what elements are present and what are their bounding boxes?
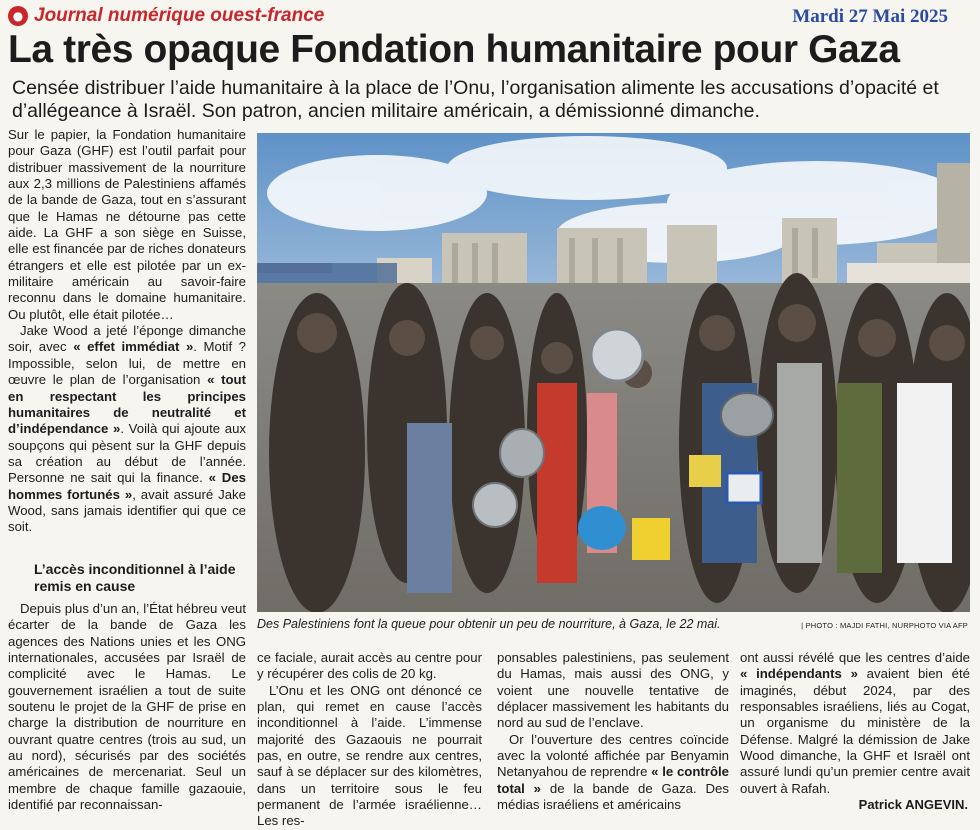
author-signature: Patrick ANGEVIN. xyxy=(858,797,968,812)
quote-bold: « le contrôle total » xyxy=(497,764,729,796)
text-run: . Motif ? Impossible, selon lui, de mettre en œuvre le plan de l’organisation xyxy=(8,339,247,388)
paper-name: Journal numérique ouest-france xyxy=(34,5,325,26)
photo-caption: Des Palestiniens font la queue pour obtenir un peu de nourriture, à Gaza, le 22 mai. xyxy=(257,617,721,631)
paragraph: ponsables palestiniens, pas seulement du Hamas, mais aussi des ONG, y voient une nouvelle tentative de déplacer massivement les habitants du nord au sud de l’enclave. xyxy=(497,650,729,731)
paragraph: ce faciale, aurait accès au centre pour y récupérer des colis de 20 kg. xyxy=(257,650,482,682)
text-run: Or l’ouverture des centres coïncide avec la volonté affichée par Benyamin Netanyahou de reprendre xyxy=(497,731,729,780)
quote-bold: « tout en respectant les principes humanitaires de neutralité et d’indépendance » xyxy=(8,372,246,437)
quote-bold: « Des hommes fortunés » xyxy=(8,470,246,502)
article-column-b2 xyxy=(497,650,729,813)
paragraph: Depuis plus d’un an, l’État hébreu veut écarter de la bande de Gaza les agences des Nations unies et les ONG internationales, accusées par Israël de complicité avec le Hamas. Le gouvernement israélien a tout de suite soutenu le projet de la GHF de prise en charge la distribution de nourriture en ouvrant quatre centres (trois au sud, un au nord), sécurisés par des sociétés américaines de mercenariat. Seul un membre de chaque famille gazaouie, identifié par reconnaissan- xyxy=(8,601,246,813)
photo-credit: | PHOTO : MAJDI FATHI, NURPHOTO VIA AFP xyxy=(801,621,968,630)
masthead xyxy=(8,3,324,29)
quote-bold: « indépendants » xyxy=(740,666,858,682)
paragraph: L’Onu et les ONG ont dénoncé ce plan, qui remet en cause l’accès inconditionnel à l’aide. L’immense majorité des Gazaouis ne pourrait pas, en outre, se rendre aux centres, sauf à se déplacer sur des kilomètres, dans un territoire sous le feu permanent de l’armée israélienne… Les res- xyxy=(257,682,482,829)
paragraph xyxy=(8,323,246,535)
text-run: Jake Wood a jeté l’éponge dimanche soir, avec xyxy=(8,323,246,355)
article-column-b1 xyxy=(257,650,482,830)
text-run: ont aussi révélé que les centres d’aide xyxy=(740,650,970,665)
article-column-left-lower xyxy=(8,601,246,813)
article-column-left xyxy=(8,127,246,536)
text-run: , avait assuré Jake Wood, sans jamais identifier qui que ce soit. xyxy=(8,486,246,535)
text-run: avaient bien été imaginés, début 2024, par des responsables israéliens, liés au Cogat, un organisme du ministère de la Défense. Malgré la démission de Jake Wood dimanche, la GHF et Israël ont assuré lundi qu’un premier centre avait ouvert à Rafah. xyxy=(740,666,970,796)
ouest-france-logo-icon: ● xyxy=(8,6,28,26)
paragraph: Sur le papier, la Fondation humanitaire pour Gaza (GHF) est l’outil parfait pour distribuer massivement de la nourriture aux 2,3 millions de Palestiniens affamés de la bande de Gaza, tout en s’assurant que le Hamas ne détourne pas cette aide. La GHF a son siège en Suisse, elle est financée par de riches donateurs étrangers et elle est pilotée par un ex-militaire américain au savoir-faire reconnu dans le domaine humanitaire. Ou plutôt, elle était pilotée… xyxy=(8,127,246,322)
paragraph xyxy=(740,650,970,797)
issue-date: Mardi 27 Mai 2025 xyxy=(792,6,948,27)
standfirst: Censée distribuer l’aide humanitaire à la place de l’Onu, l’organisation alimente les accusations d’opacité et d’allégeance à Israël. Son patron, ancien militaire américain, a démissionné dimanche. xyxy=(12,77,939,122)
subheading: L’accès inconditionnel à l’aide remis en cause xyxy=(34,561,236,594)
news-photo xyxy=(257,133,970,612)
text-run: de la bande de Gaza. Des médias israéliens et américains xyxy=(497,780,729,813)
text-run: . Voilà qui ajoute aux soupçons qui pèsent sur la GHF depuis sa création au début de l’année. Personne ne sait qui la finance. xyxy=(8,421,246,486)
paragraph xyxy=(497,732,729,814)
article-column-b3 xyxy=(740,650,970,797)
quote-bold: « effet immédiat » xyxy=(73,339,194,355)
headline: La très opaque Fondation humanitaire pour Gaza xyxy=(8,28,900,71)
